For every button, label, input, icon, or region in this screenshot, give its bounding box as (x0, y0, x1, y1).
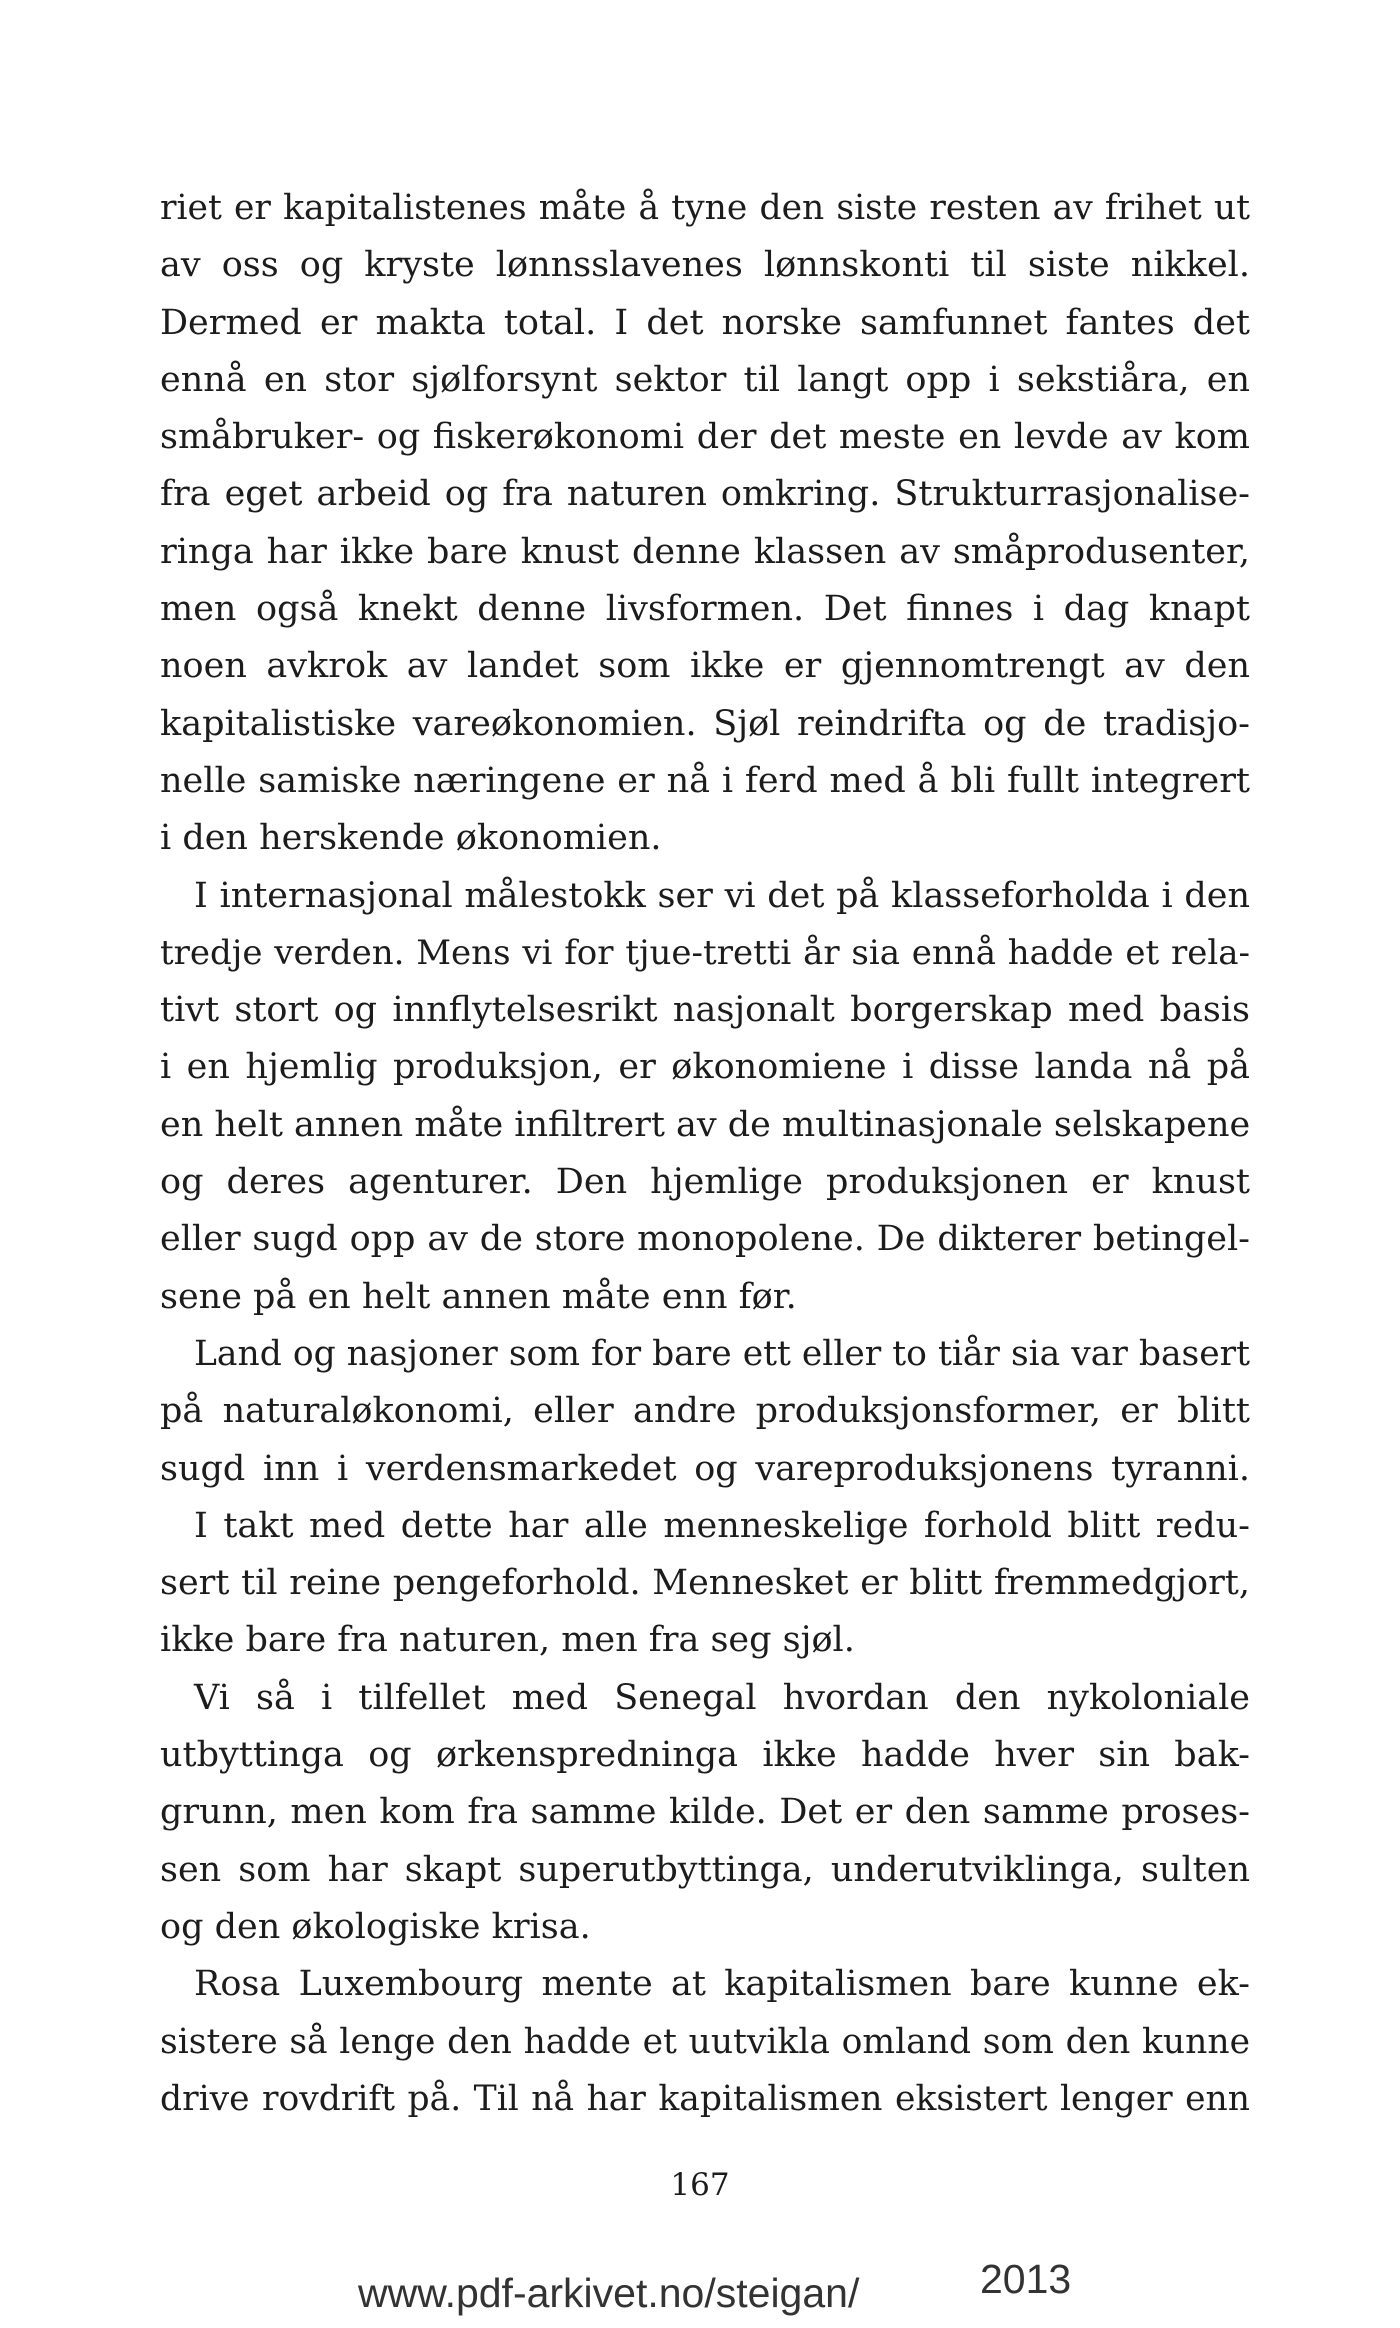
text-line: I takt med dette har alle menneskelige forhold blitt redu- (194, 1505, 1250, 1546)
text-line: riet er kapitalistenes måte å tyne den siste resten av frihet ut (160, 188, 1250, 228)
text-line: og deres agenturer. Den hjemlige produksjonen er knust (160, 1162, 1250, 1203)
text-line: I internasjonal målestokk ser vi det på klasseforholda i den (194, 875, 1250, 916)
text-line: småbruker- og fiskerøkonomi der det meste en levde av kom (160, 417, 1250, 458)
text-line: ennå en stor sjølforsynt sektor til langt opp i sekstiåra, en (160, 359, 1250, 400)
text-line: drive rovdrift på. Til nå har kapitalismen eksistert lenger enn (160, 2078, 1250, 2119)
text-line: ikke bare fra naturen, men fra seg sjøl. (160, 1620, 855, 1661)
text-line: men også knekt denne livsformen. Det finnes i dag knapt (160, 589, 1250, 630)
text-line: og den økologiske krisa. (160, 1906, 591, 1947)
text-line: sene på en helt annen måte enn før. (160, 1276, 797, 1317)
text-line: Rosa Luxembourg mente at kapitalismen bare kunne ek- (194, 1964, 1250, 2005)
text-line: sistere så lenge den hadde et uutvikla omland som den kunne (160, 2021, 1250, 2062)
text-line: fra eget arbeid og fra naturen omkring. Strukturrasjonalise- (160, 474, 1250, 515)
text-line: Land og nasjoner som for bare ett eller to tiår sia var basert (194, 1333, 1250, 1374)
text-line: grunn, men kom fra samme kilde. Det er den samme proses- (160, 1792, 1250, 1833)
text-line: eller sugd opp av de store monopolene. De dikterer betingel- (160, 1219, 1250, 1260)
footer-year: 2013 (980, 2256, 1072, 2302)
text-line: en helt annen måte infiltrert av de multinasjonale selskapene (160, 1104, 1251, 1145)
text-line: i den herskende økonomien. (160, 818, 662, 859)
text-line: nelle samiske næringene er nå i ferd med å bli fullt integrert (160, 760, 1250, 801)
text-line: kapitalistiske vareøkonomien. Sjøl reindrifta og de tradisjo- (160, 703, 1250, 744)
page-number: 167 (670, 2167, 730, 2203)
footer-url: www.pdf-arkivet.no/steigan/ (358, 2270, 860, 2316)
text-line: av oss og kryste lønnsslavenes lønnskonti til siste nikkel. (160, 245, 1250, 286)
text-line: Dermed er makta total. I det norske samfunnet fantes det (160, 302, 1250, 343)
body-text (160, 180, 1250, 2128)
text-line: ringa har ikke bare knust denne klassen av småprodusenter, (160, 531, 1250, 572)
text-line: i en hjemlig produksjon, er økonomiene i disse landa nå på (160, 1047, 1250, 1088)
text-line: sert til reine pengeforhold. Mennesket er blitt fremmedgjort, (160, 1563, 1250, 1604)
text-line: noen avkrok av landet som ikke er gjennomtrengt av den (160, 646, 1250, 687)
text-line: sen som har skapt superutbyttinga, underutviklinga, sulten (160, 1849, 1250, 1890)
text-line: utbyttinga og ørkenspredninga ikke hadde hver sin bak- (160, 1735, 1250, 1776)
text-line: tredje verden. Mens vi for tjue-tretti år sia ennå hadde et rela- (160, 932, 1250, 973)
text-line: Vi så i tilfellet med Senegal hvordan den nykoloniale (194, 1677, 1250, 1718)
text-line: tivt stort og innflytelsesrikt nasjonalt borgerskap med basis (160, 990, 1250, 1031)
text-line: sugd inn i verdensmarkedet og vareproduksjonens tyranni. (160, 1448, 1250, 1489)
text-line: på naturaløkonomi, eller andre produksjonsformer, er blitt (160, 1391, 1250, 1432)
